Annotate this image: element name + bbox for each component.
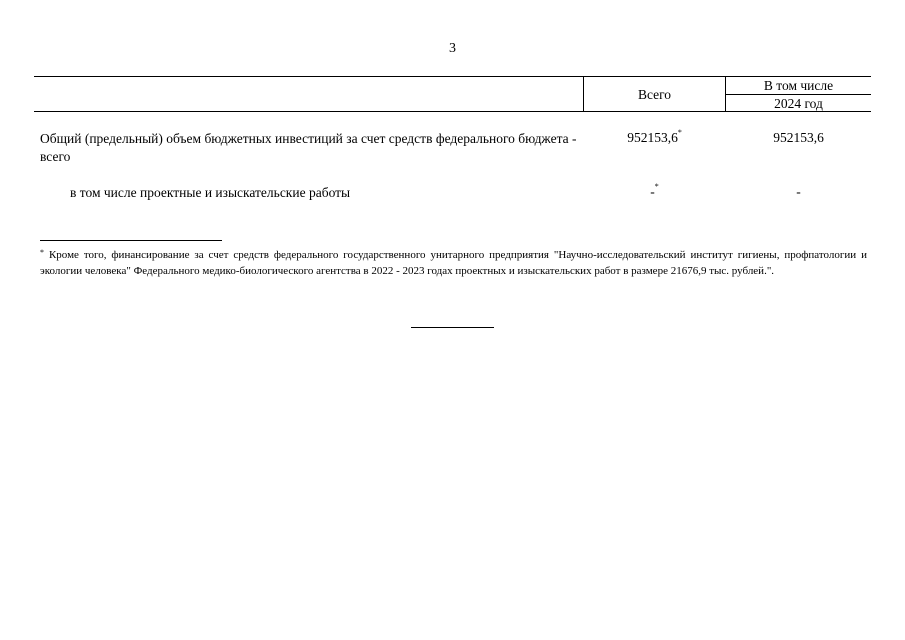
footnote-mark: * <box>677 128 682 137</box>
header-year: 2024 год <box>774 96 823 111</box>
row-total-investment-label: Общий (предельный) объем бюджетных инвестиций за счет средств федерального бюджета - всего <box>40 131 577 164</box>
page-number: 3 <box>449 41 456 56</box>
header-including: В том числе <box>763 78 834 93</box>
footnote-text: Кроме того, финансирование за счет средств федерального государственного унитарного предприятия "Научно-исследовательский институт гигиены, профпатологии и экологии человека" Федерального медико-биологического агентства в 2022 - 2023 годах проектных и изыскательских работ в размере 21676,9 тыс. рублей.". <box>40 249 867 277</box>
header-total: Всего <box>637 87 672 102</box>
row-design-works-total: -* <box>650 182 659 199</box>
footnote-separator <box>40 240 222 241</box>
row-design-works-year: - <box>796 184 801 199</box>
row-total-investment-year: 952153,6 <box>773 130 824 145</box>
footnote-mark: * <box>40 248 44 257</box>
header-subdivider <box>725 94 871 95</box>
table-top-border <box>34 76 871 77</box>
row-total-investment-total: 952153,6* <box>627 128 682 145</box>
row-design-works-label: в том числе проектные и изыскательские работы <box>70 185 351 200</box>
end-rule <box>411 327 494 328</box>
footnote <box>40 247 867 279</box>
footnote-mark: * <box>654 182 659 191</box>
